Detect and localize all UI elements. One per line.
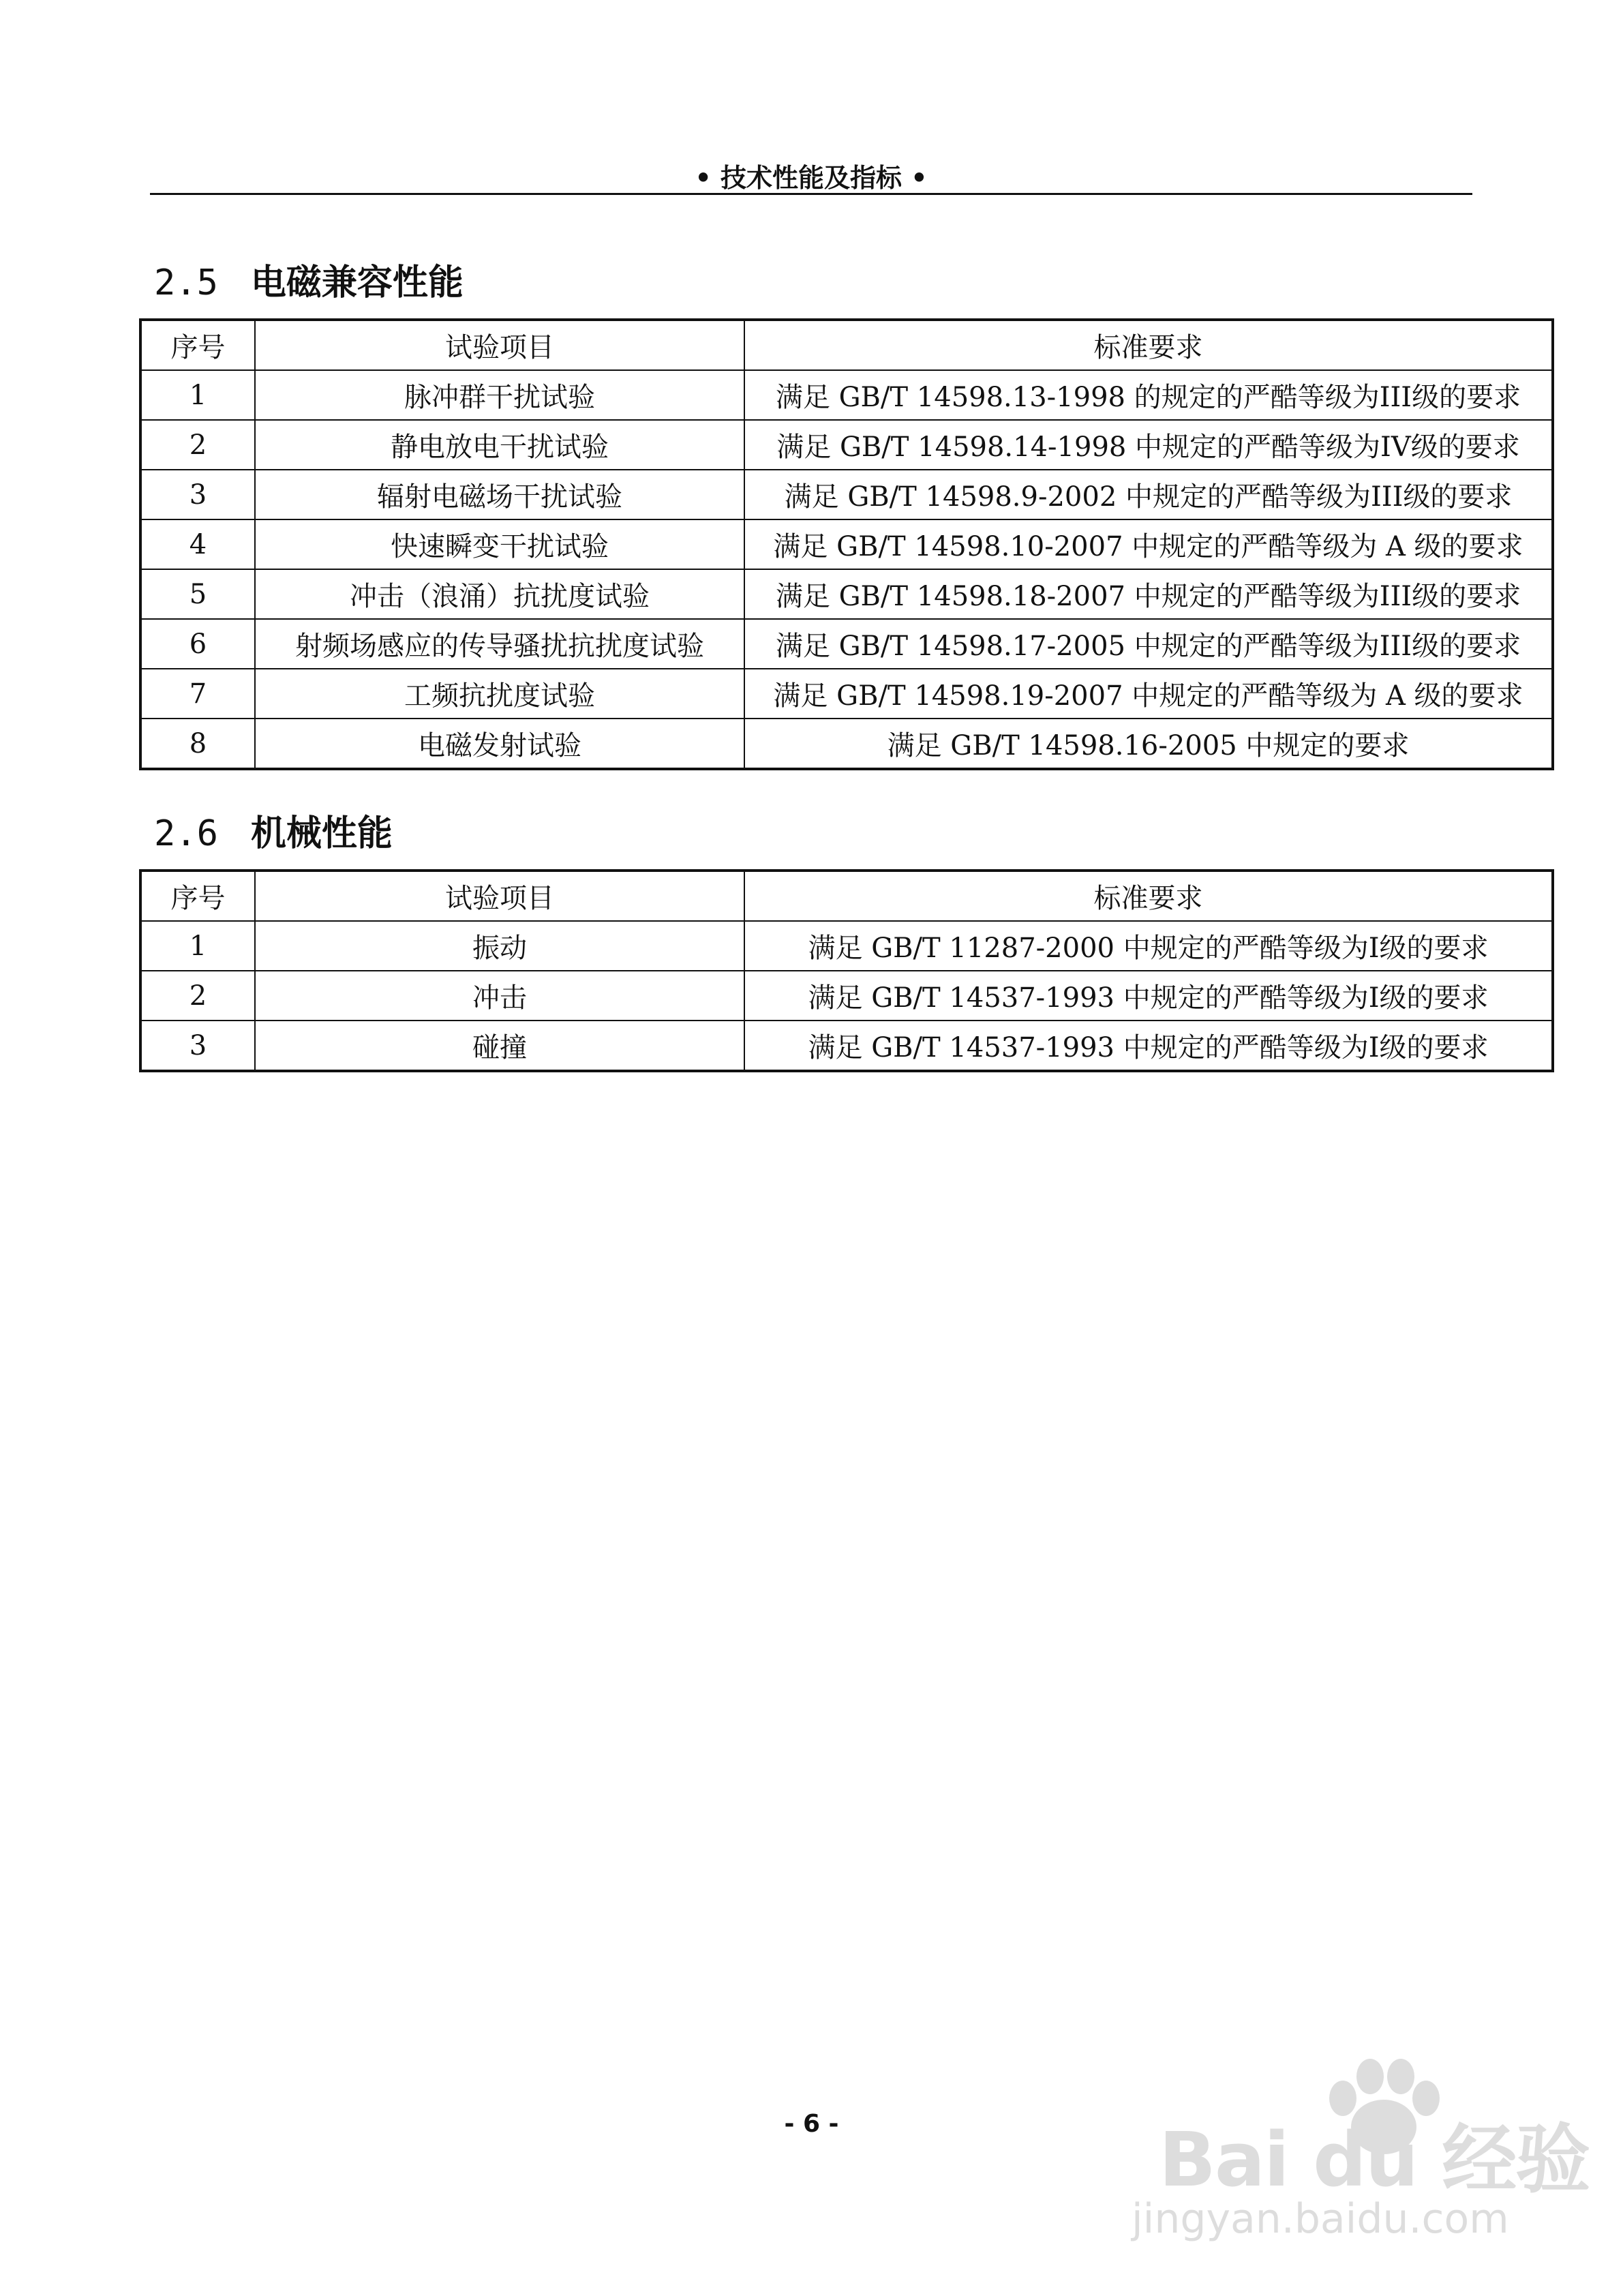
cell-index: 3 bbox=[140, 1021, 255, 1071]
cell-index: 1 bbox=[140, 370, 255, 420]
cell-test-item: 射频场感应的传导骚扰抗扰度试验 bbox=[255, 619, 744, 669]
cell-index: 8 bbox=[140, 719, 255, 769]
running-header: • 技术性能及指标 • bbox=[695, 163, 928, 193]
table-header-row bbox=[140, 320, 1553, 370]
table-row bbox=[140, 569, 1553, 619]
column-header-index: 序号 bbox=[140, 871, 255, 921]
table-row bbox=[140, 1021, 1553, 1071]
section-heading: 机械性能 bbox=[250, 813, 393, 854]
column-header-requirement: 标准要求 bbox=[744, 320, 1553, 370]
mechanical-test-table bbox=[139, 869, 1554, 1072]
cell-test-item: 冲击 bbox=[255, 971, 744, 1021]
cell-requirement: 满足 GB/T 14537-1993 中规定的严酷等级为Ⅰ级的要求 bbox=[744, 1021, 1553, 1071]
cell-index: 2 bbox=[140, 971, 255, 1021]
table-row bbox=[140, 971, 1553, 1021]
page-number: - 6 - bbox=[784, 2110, 839, 2138]
table-row bbox=[140, 669, 1553, 719]
cell-test-item: 工频抗扰度试验 bbox=[255, 669, 744, 719]
cell-test-item: 静电放电干扰试验 bbox=[255, 420, 744, 470]
cell-requirement: 满足 GB/T 14598.14-1998 中规定的严酷等级为IV级的要求 bbox=[744, 420, 1553, 470]
cell-test-item: 辐射电磁场干扰试验 bbox=[255, 470, 744, 519]
cell-index: 4 bbox=[140, 519, 255, 569]
cell-test-item: 冲击（浪涌）抗扰度试验 bbox=[255, 569, 744, 619]
watermark-url: jingyan.baidu.com bbox=[1132, 2195, 1509, 2243]
table-row bbox=[140, 519, 1553, 569]
column-header-requirement: 标准要求 bbox=[744, 871, 1553, 921]
table-header-row bbox=[140, 871, 1553, 921]
section-title-mechanical bbox=[154, 804, 393, 856]
section-heading: 电磁兼容性能 bbox=[250, 262, 464, 303]
cell-test-item: 脉冲群干扰试验 bbox=[255, 370, 744, 420]
section-number: 2.5 bbox=[154, 262, 218, 303]
cell-requirement: 满足 GB/T 14598.17-2005 中规定的严酷等级为III级的要求 bbox=[744, 619, 1553, 669]
cell-index: 5 bbox=[140, 569, 255, 619]
cell-test-item: 快速瞬变干扰试验 bbox=[255, 519, 744, 569]
cell-requirement: 满足 GB/T 14598.13-1998 的规定的严酷等级为III级的要求 bbox=[744, 370, 1553, 420]
watermark bbox=[1132, 2052, 1590, 2256]
table-row bbox=[140, 420, 1553, 470]
cell-requirement: 满足 GB/T 14598.10-2007 中规定的严酷等级为 A 级的要求 bbox=[744, 519, 1553, 569]
table-row bbox=[140, 370, 1553, 420]
cell-index: 6 bbox=[140, 619, 255, 669]
cell-index: 3 bbox=[140, 470, 255, 519]
emc-test-table bbox=[139, 318, 1554, 770]
section-title-emc bbox=[154, 254, 464, 305]
cell-index: 2 bbox=[140, 420, 255, 470]
watermark-logo-text: Bai du 经验 bbox=[1159, 2116, 1590, 2203]
cell-test-item: 振动 bbox=[255, 921, 744, 971]
cell-requirement: 满足 GB/T 11287-2000 中规定的严酷等级为Ⅰ级的要求 bbox=[744, 921, 1553, 971]
table-row bbox=[140, 921, 1553, 971]
cell-requirement: 满足 GB/T 14598.18-2007 中规定的严酷等级为III级的要求 bbox=[744, 569, 1553, 619]
column-header-test-item: 试验项目 bbox=[255, 871, 744, 921]
cell-test-item: 电磁发射试验 bbox=[255, 719, 744, 769]
header-rule bbox=[150, 193, 1472, 195]
table-row bbox=[140, 619, 1553, 669]
cell-requirement: 满足 GB/T 14598.19-2007 中规定的严酷等级为 A 级的要求 bbox=[744, 669, 1553, 719]
table-row bbox=[140, 470, 1553, 519]
column-header-index: 序号 bbox=[140, 320, 255, 370]
cell-test-item: 碰撞 bbox=[255, 1021, 744, 1071]
column-header-test-item: 试验项目 bbox=[255, 320, 744, 370]
cell-index: 7 bbox=[140, 669, 255, 719]
cell-index: 1 bbox=[140, 921, 255, 971]
section-number: 2.6 bbox=[154, 813, 218, 854]
table-row bbox=[140, 719, 1553, 769]
cell-requirement: 满足 GB/T 14537-1993 中规定的严酷等级为Ⅰ级的要求 bbox=[744, 971, 1553, 1021]
cell-requirement: 满足 GB/T 14598.9-2002 中规定的严酷等级为III级的要求 bbox=[744, 470, 1553, 519]
cell-requirement: 满足 GB/T 14598.16-2005 中规定的要求 bbox=[744, 719, 1553, 769]
